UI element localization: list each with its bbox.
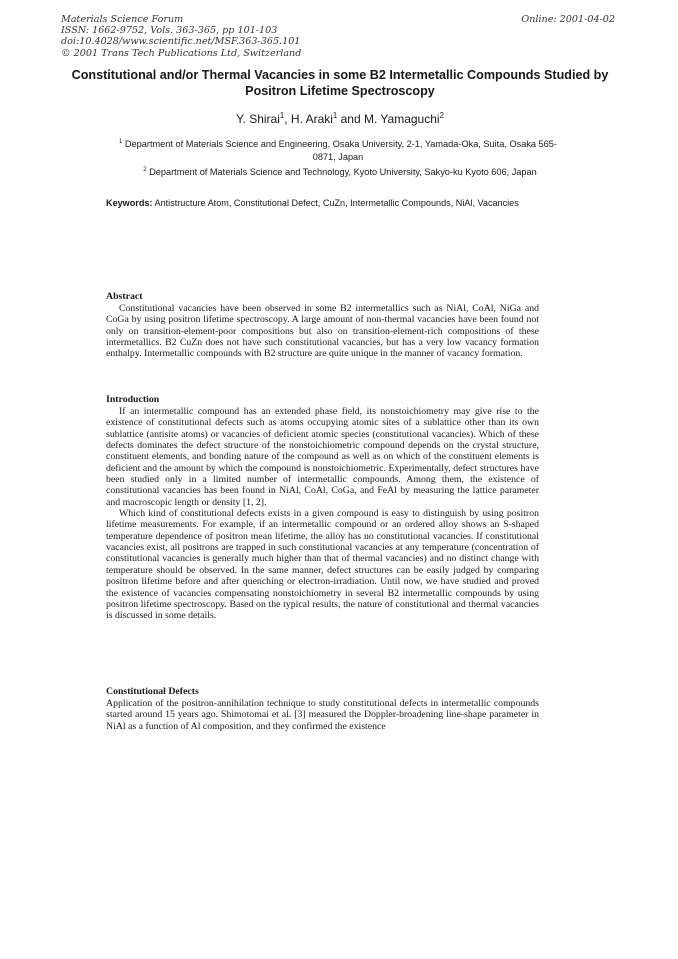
author-name: Y. Shirai — [236, 112, 280, 126]
author-name: H. Araki — [290, 112, 333, 126]
author-list — [70, 112, 610, 126]
abstract-heading: Abstract — [106, 291, 143, 302]
constitutional-defects-section — [106, 686, 539, 732]
author-conjunction: and — [337, 112, 364, 126]
affiliation-mark: 2 — [143, 166, 147, 173]
online-date: Online: 2001-04-02 — [521, 14, 615, 25]
author-affiliation-mark: 1 — [279, 111, 285, 120]
introduction-heading: Introduction — [106, 394, 160, 405]
abstract-paragraph: Constitutional vacancies have been observed in some B2 intermetallics such as NiAl, CoAl, NiGa and CoGa by using positron lifetime spectroscopy. A large amount of non-thermal vacancies have been found not only on transition-element-poor compositions but also on transition-element-rich compositions of these intermetallics. B2 CuZn does not have such constitutional vacancies, but has a very low vacancy formation enthalpy. Intermetallic compounds with B2 structure are quite unique in the manner of vacancy formation. — [106, 303, 539, 360]
affiliation-text: Department of Materials Science and Technology, Kyoto University, Sakyo-ku Kyoto 606, Japan — [149, 167, 537, 177]
journal-name: Materials Science Forum — [61, 14, 184, 25]
constitutional-defects-heading: Constitutional Defects — [106, 686, 199, 697]
introduction-section — [106, 394, 539, 622]
journal-header — [61, 14, 301, 59]
affiliation-2 — [90, 166, 590, 179]
affiliation-text: Department of Materials Science and Engineering, Osaka University, 2-1, Yamada-Oka, Suita, Osaka 565-0871, Japan — [124, 139, 557, 162]
author-name: M. Yamaguchi — [363, 112, 440, 126]
doi-line: doi:10.4028/www.scientific.net/MSF.363-365.101 — [61, 36, 301, 48]
author-affiliation-mark: 1 — [332, 111, 338, 120]
author-separator: , — [284, 112, 291, 126]
affiliation-mark: 1 — [119, 138, 123, 145]
affiliation-1 — [108, 138, 568, 163]
constitutional-defects-paragraph: Application of the positron-annihilation technique to study constitutional defects in intermetallic compounds started around 15 years ago. Shimotomai et al. [3] measured the Doppler-broadening line-shape parameter in NiAl as a function of Al composition, and they confirmed the existence — [106, 698, 539, 732]
copyright-line: © 2001 Trans Tech Publications Ltd, Switzerland — [61, 47, 302, 59]
keywords-label: Keywords: — [106, 198, 153, 208]
introduction-paragraph-2: Which kind of constitutional defects exists in a given compound is easy to distinguish by using positron lifetime measurements. For example, if an intermetallic compound or an ordered alloy shows an S-shaped temperature dependence of positron mean lifetime, the alloy has no constitutional vacancies. If constitutional vacancies exist, all positrons are trapped in such constitutional vacancies at any temperature (concentration of constitutional vacancies is generally much higher than that of thermal vacancies) and no distinct change with temperature should be observed. In the same manner, defect structures can be easily judged by comparing positron lifetime before and after quenching or electron-irradiation. Until now, we have studied and proved the existence of vacancies compensating nonstoichiometry in several B2 intermetallic compounds by using positron lifetime spectroscopy. Based on the typical results, the nature of constitutional and thermal vacancies is discussed in some details. — [106, 508, 539, 622]
introduction-paragraph-1: If an intermetallic compound has an extended phase field, its nonstoichiometry may give rise to the existence of constitutional defects such as atoms occupying atomic sites of a sublattice other than its own sublattice (antisite atoms) or vacancies of deficient atomic species (constitutional vacancies). Which of these defects dominates the defect structure of the nonstoichiometric compound depends on the crystal structure, constituent elements, and bonding nature of the compound as well as on which of the constituent elements is deficient and the amount by which the compound is nonstoichiometric. Experimentally, defect structures have been studied only in a limited number of intermetallic compounds. Among them, the existence of constitutional vacancies has been found in NiAl, CoAl, CoGa, and FeAl by measuring the lattice parameter and macroscopic length or density [1, 2]. — [106, 406, 539, 508]
author-affiliation-mark: 2 — [439, 111, 444, 120]
issn-line: ISSN: 1662-9752, Vols. 363-365, pp 101-103 — [61, 25, 278, 37]
paper-title: Constitutional and/or Thermal Vacancies in some B2 Intermetallic Compounds Studied by Positron Lifetime Spectroscopy — [71, 68, 609, 98]
abstract-section — [106, 291, 539, 360]
keywords-text: Antistructure Atom, Constitutional Defect, CuZn, Intermetallic Compounds, NiAl, Vacancies — [154, 198, 519, 208]
keywords — [106, 197, 556, 210]
